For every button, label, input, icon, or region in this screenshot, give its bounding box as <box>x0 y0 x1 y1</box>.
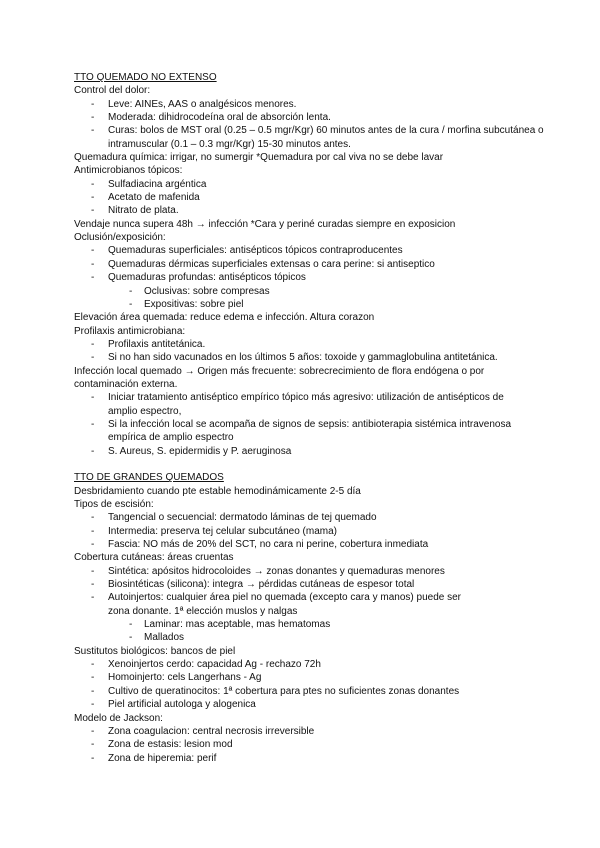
label-oclusion: Oclusión/exposición: <box>74 232 166 244</box>
label-antimicrobianos: Antimicrobianos tópicos: <box>74 165 183 177</box>
list-item: - Cultivo de queratinocitos: 1ª cobertura para ptes no suficientes zonas donantes <box>91 685 460 697</box>
list-item: - Quemaduras profundas: antisépticos tópicos <box>91 272 306 284</box>
list-item: - Sulfadiacina argéntica <box>91 178 207 190</box>
list-item: - Nitrato de plata. <box>91 205 179 217</box>
list-item: - Si no han sido vacunados en los últimos 5 años: toxoide y gammaglobulina antitetánica. <box>91 352 498 364</box>
list-item: - Fascia: NO más de 20% del SCT, no cara ni perine, cobertura inmediata <box>91 539 429 551</box>
list-item: - Quemaduras dérmicas superficiales extensas o cara perine: si antiseptico <box>91 258 435 270</box>
spacer <box>74 458 544 471</box>
list-item: - Zona coagulacion: central necrosis irreversible <box>91 725 315 737</box>
label-cobertura: Cobertura cutáneas: áreas cruentas <box>74 552 234 564</box>
list-item: - Si la infección local se acompaña de signos de sepsis: antibioterapia sistémica intravenosa empírica de amplio espectro <box>91 418 512 444</box>
list-item: - Quemaduras superficiales: antisépticos tópicos contraproducentes <box>91 245 403 257</box>
list-item: - Iniciar tratamiento antiséptico empírico tópico más agresivo: utilización de antisépticos de amplio espectro, <box>91 392 504 417</box>
list-item: - Zona de estasis: lesion mod <box>91 739 233 751</box>
list-item: - Profilaxis antitetánica. <box>91 338 206 350</box>
sub-list-item: - Laminar: mas aceptable, mas hematomas <box>129 619 331 631</box>
label-control-dolor: Control del dolor: <box>74 85 151 97</box>
document-page <box>74 71 544 765</box>
list-item: - Xenoinjertos cerdo: capacidad Ag - rechazo 72h <box>91 659 321 671</box>
label-sustitutos: Sustitutos biológicos: bancos de piel <box>74 645 236 657</box>
sub-list-item: - Mallados <box>129 632 185 644</box>
list-item: - Curas: bolos de MST oral (0.25 – 0.5 mgr/Kgr) 60 minutos antes de la cura / morfina subcutánea o intramuscular (0.1 – 0.3 mgr/Kgr) 15-30 minutos antes. <box>91 125 544 150</box>
list-item: - Tangencial o secuencial: dermatodo láminas de tej quemado <box>91 512 377 524</box>
list-item: - Sintética: apósitos hidrocoloides → zonas donantes y quemaduras menores <box>91 565 445 577</box>
text-infeccion-local: Infección local quemado → Origen más frecuente: sobrecrecimiento de flora endógena o por contaminación externa. <box>74 365 485 390</box>
list-item: - Acetato de mafenida <box>91 192 200 204</box>
label-tipos-escision: Tipos de escisión: <box>74 499 154 510</box>
section-heading-grandes-quemados: TTO DE GRANDES QUEMADOS <box>74 472 224 484</box>
list-item: - Homoinjerto: cels Langerhans - Ag <box>91 672 262 684</box>
text-quemadura-quimica: Quemadura química: irrigar, no sumergir *Quemadura por cal viva no se debe lavar <box>74 152 444 164</box>
list-item: - Zona de hiperemia: perif <box>91 752 217 764</box>
section-heading-quemado-no-extenso: TTO QUEMADO NO EXTENSO <box>74 72 217 83</box>
text-elevacion: Elevación área quemada: reduce edema e infección. Altura corazon <box>74 312 375 324</box>
label-profilaxis: Profilaxis antimicrobiana: <box>74 325 186 337</box>
text-desbridamiento: Desbridamiento cuando pte estable hemodinámicamente 2-5 día <box>74 485 361 497</box>
list-item: - Biosintéticas (silicona): integra → pérdidas cutáneas de espesor total <box>91 579 415 591</box>
list-item: - Leve: AINEs, AAS o analgésicos menores. <box>91 98 297 110</box>
list-item: - Piel artificial autologa y alogenica <box>91 699 256 711</box>
list-item: - Moderada: dihidrocodeína oral de absorción lenta. <box>91 112 331 124</box>
list-item: - Intermedia: preserva tej celular subcutáneo (mama) <box>91 525 337 537</box>
label-modelo-jackson: Modelo de Jackson: <box>74 712 163 724</box>
sub-list-item: - Oclusivas: sobre compresas <box>129 285 270 297</box>
text-vendaje: Vendaje nunca supera 48h → infección *Cara y periné curadas siempre en exposicion <box>74 218 456 230</box>
sub-list-item: - Expositivas: sobre piel <box>129 298 244 310</box>
list-item: - S. Aureus, S. epidermidis y P. aeruginosa <box>91 445 292 457</box>
list-item: - Autoinjertos: cualquier área piel no quemada (excepto cara y manos) puede ser zona donante. 1ª elección muslos y nalgas <box>91 592 461 617</box>
